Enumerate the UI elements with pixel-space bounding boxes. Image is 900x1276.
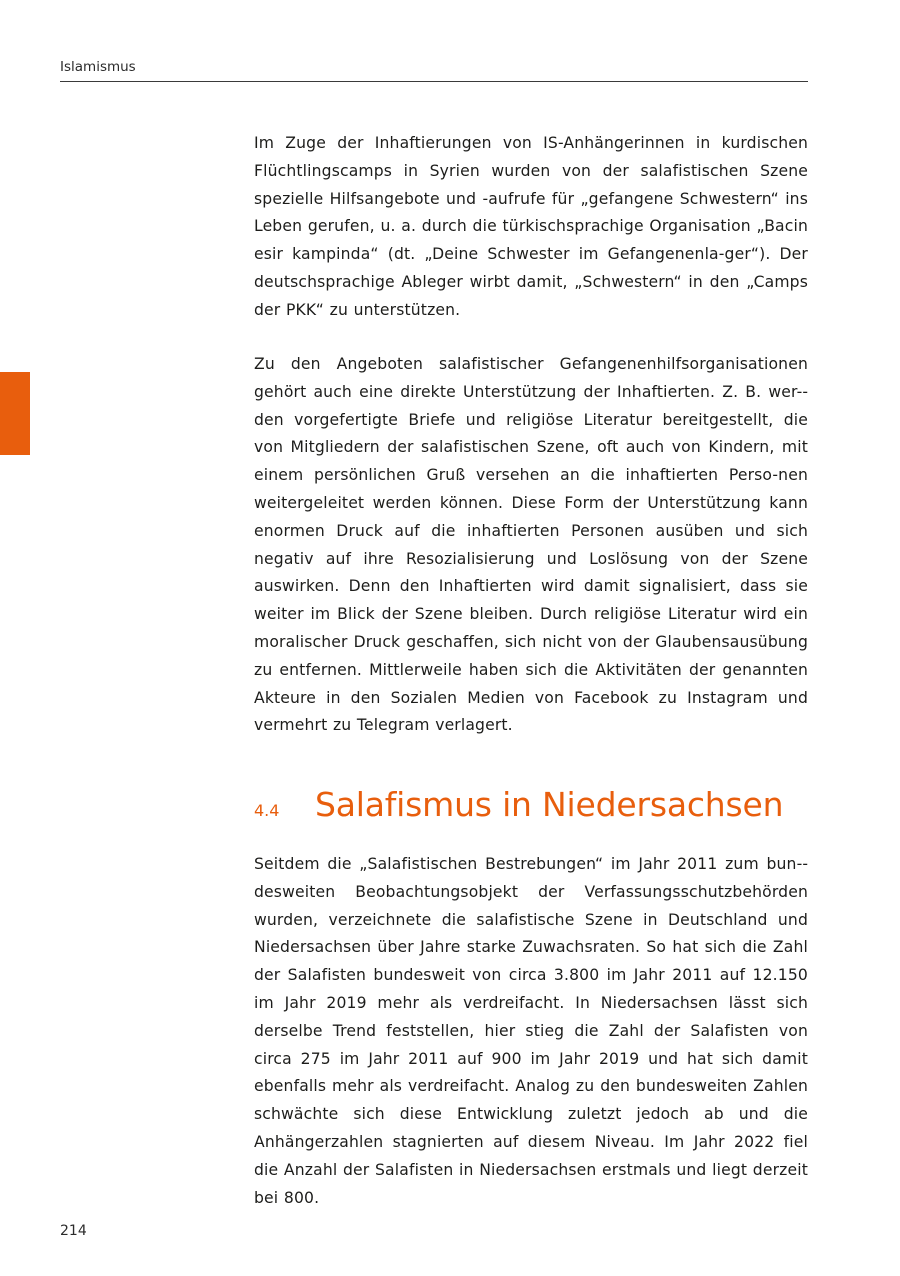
- header-rule: [60, 81, 808, 82]
- section-title: Salafismus in Niedersachsen: [315, 785, 784, 824]
- section-heading: [254, 780, 808, 830]
- page-number: 214: [60, 1223, 87, 1239]
- body-paragraph: Im Zuge der Inhaftierungen von IS-Anhängerinnen in kurdischen Flüchtlingscamps in Syrien wurden von der salafistischen Szene spezielle Hilfsangebote und -aufrufe für „gefangene Schwestern“ ins Leben gerufen, u. a. durch die türkischsprachige Organisation „Bacin esir kampinda“ (dt. „Deine Schwester im Gefangenenla-ger“). Der deutschsprachige Ableger wirbt damit, „Schwestern“ in den „Camps der PKK“ zu unterstützen.: [254, 134, 808, 319]
- running-header: Islamismus: [60, 59, 136, 75]
- chapter-side-marker: [0, 372, 30, 455]
- body-paragraph: Zu den Angeboten salafistischer Gefangenenhilfsorganisationen gehört auch eine direkte Unterstützung der Inhaftierten. Z. B. wer-den vorgefertigte Briefe und religiöse Literatur bereitgestellt, die von Mitgliedern der salafistischen Szene, oft auch von Kindern, mit einem persönlichen Gruß versehen an die inhaftierten Perso-nen weitergeleitet werden können. Diese Form der Unterstützung kann enormen Druck auf die inhaftierten Personen ausüben und sich negativ auf ihre Resozialisierung und Loslösung von der Szene auswirken. Denn den Inhaftierten wird damit signalisiert, dass sie weiter im Blick der Szene bleiben. Durch religiöse Literatur wird ein moralischer Druck geschaffen, sich nicht von der Glaubensausübung zu entfernen. Mittlerweile haben sich die Aktivitäten der genannten Akteure in den Sozialen Medien von Facebook zu Instagram und vermehrt zu Telegram verlagert.: [254, 355, 808, 735]
- body-paragraph: Seitdem die „Salafistischen Bestrebungen“ im Jahr 2011 zum bun-desweiten Beobachtungsobjekt der Verfassungsschutzbehörden wurden, verzeichnete die salafistische Szene in Deutschland und Niedersachsen über Jahre starke Zuwachsraten. So hat sich die Zahl der Salafisten bundesweit von circa 3.800 im Jahr 2011 auf 12.150 im Jahr 2019 mehr als verdreifacht. In Niedersachsen lässt sich derselbe Trend feststellen, hier stieg die Zahl der Salafisten von circa 275 im Jahr 2011 auf 900 im Jahr 2019 und hat sich damit ebenfalls mehr als verdreifacht. Analog zu den bundesweiten Zahlen schwächte sich diese Entwicklung zuletzt jedoch ab und die Anhängerzahlen stagnierten auf diesem Niveau. Im Jahr 2022 fiel die Anzahl der Salafisten in Niedersachsen erstmals und liegt derzeit bei 800.: [254, 855, 808, 1207]
- section-number: 4.4: [254, 801, 280, 820]
